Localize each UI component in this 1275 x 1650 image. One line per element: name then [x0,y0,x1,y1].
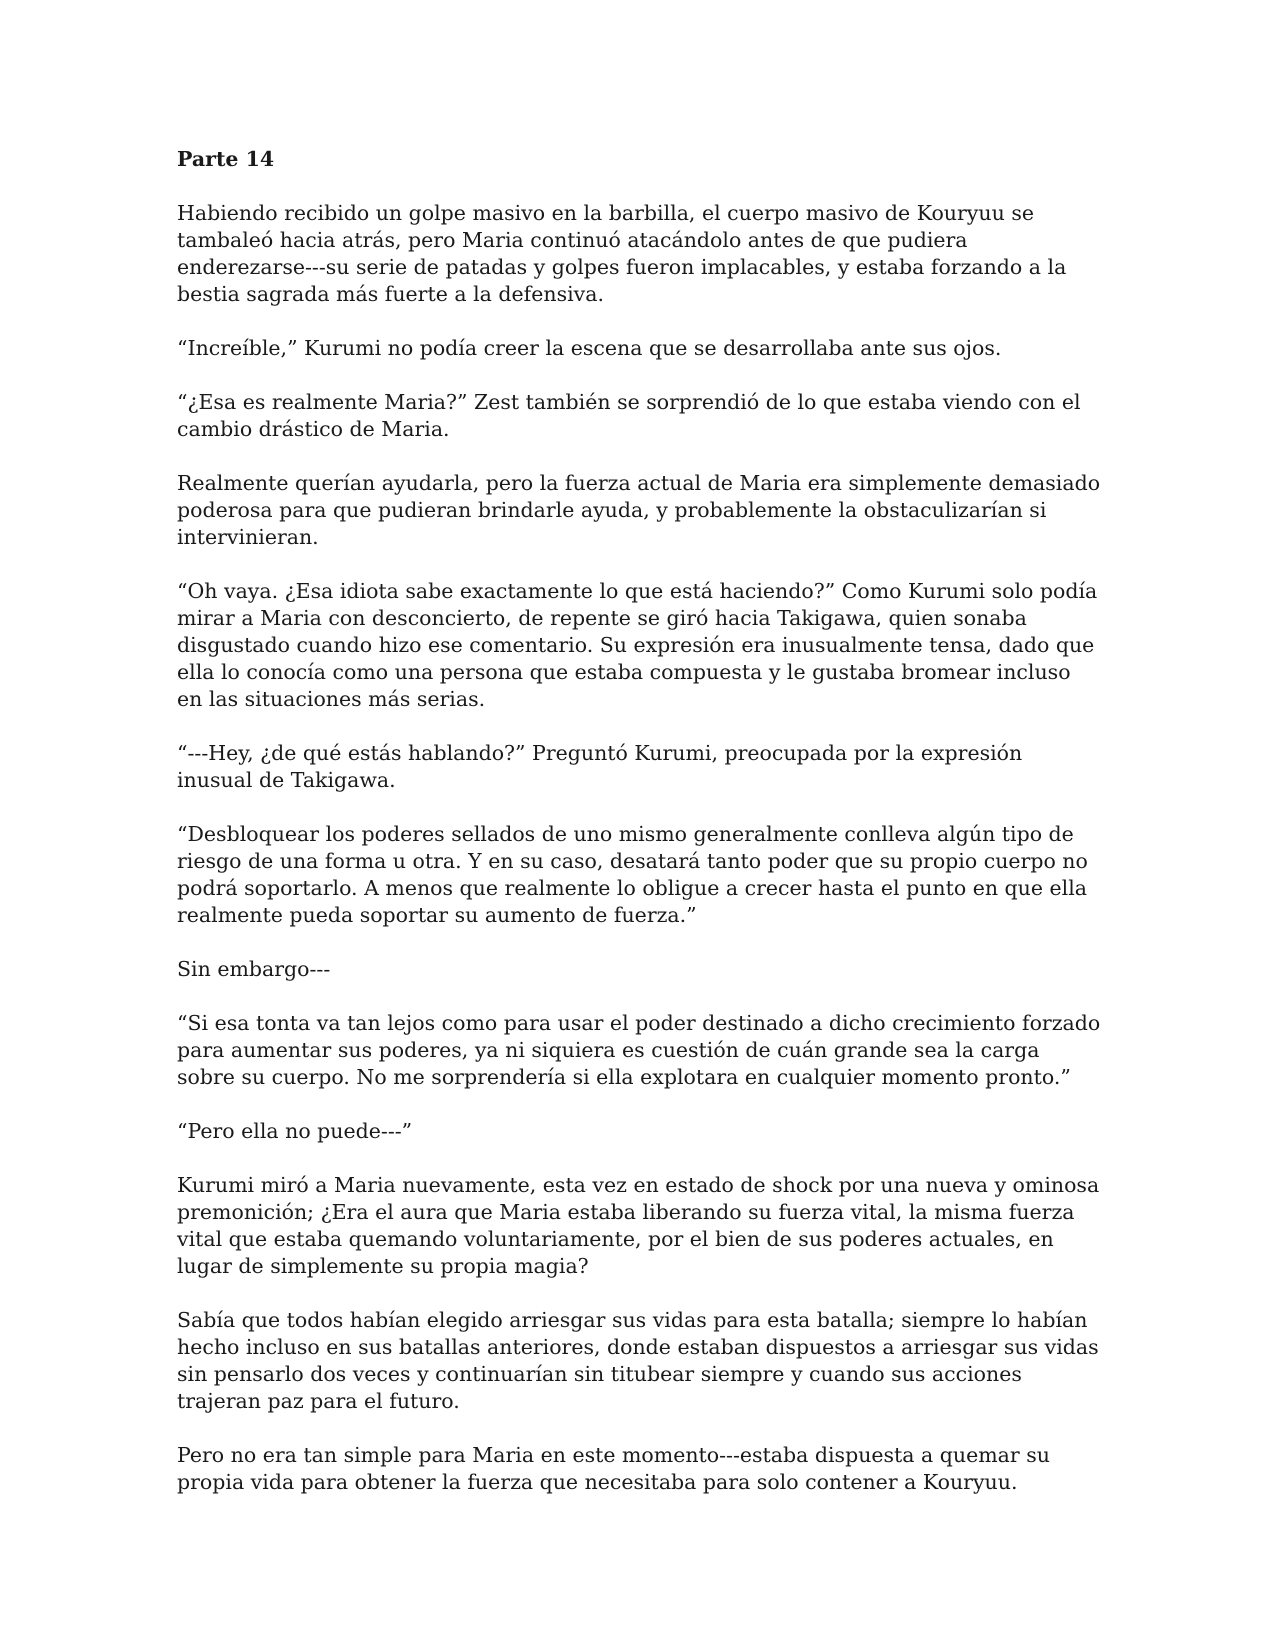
paragraph: “Oh vaya. ¿Esa idiota sabe exactamente lo que está haciendo?” Como Kurumi solo podía mirar a Maria con desconcierto, de repente se giró hacia Takigawa, quien sonaba disgustado cuando hizo ese comentario. Su expresión era inusualmente tensa, dado que ella lo conocía como una persona que estaba compuesta y le gustaba bromear incluso en las situaciones más serias. [177,579,1098,711]
paragraph: Habiendo recibido un golpe masivo en la barbilla, el cuerpo masivo de Kouryuu se tambaleó hacia atrás, pero Maria continuó atacándolo antes de que pudiera enderezarse---su serie de patadas y golpes fueron implacables, y estaba forzando a la bestia sagrada más fuerte a la defensiva. [177,201,1067,306]
paragraph: “¿Esa es realmente Maria?” Zest también se sorprendió de lo que estaba viendo con el cambio drástico de Maria. [177,390,1081,441]
paragraph: Realmente querían ayudarla, pero la fuerza actual de Maria era simplemente demasiado poderosa para que pudieran brindarle ayuda, y probablemente la obstaculizarían si intervinieran. [177,471,1101,549]
document-body [177,146,1102,1523]
paragraph: “---Hey, ¿de qué estás hablando?” Preguntó Kurumi, preocupada por la expresión inusual de Takigawa. [177,741,1023,792]
paragraph: “Pero ella no puede---” [177,1119,413,1143]
paragraph: “Increíble,” Kurumi no podía creer la escena que se desarrollaba ante sus ojos. [177,336,1002,360]
paragraph: “Desbloquear los poderes sellados de uno mismo generalmente conlleva algún tipo de riesgo de una forma u otra. Y en su caso, desatará tanto poder que su propio cuerpo no podrá soportarlo. A menos que realmente lo obligue a crecer hasta el punto en que ella realmente pueda soportar su aumento de fuerza.” [177,822,1088,927]
paragraph: Sin embargo--- [177,957,331,981]
paragraph: “Si esa tonta va tan lejos como para usar el poder destinado a dicho crecimiento forzado para aumentar sus poderes, ya ni siquiera es cuestión de cuán grande sea la carga sobre su cuerpo. No me sorprendería si ella explotara en cualquier momento pronto.” [177,1011,1101,1089]
paragraph: Pero no era tan simple para Maria en este momento---estaba dispuesta a quemar su propia vida para obtener la fuerza que necesitaba para solo contener a Kouryuu. [177,1443,1050,1494]
paragraph: Sabía que todos habían elegido arriesgar sus vidas para esta batalla; siempre lo habían hecho incluso en sus batallas anteriores, donde estaban dispuestos a arriesgar sus vidas sin pensarlo dos veces y continuarían sin titubear siempre y cuando sus acciones trajeran paz para el futuro. [177,1308,1099,1413]
section-heading: Parte 14 [177,147,275,171]
paragraph: Kurumi miró a Maria nuevamente, esta vez en estado de shock por una nueva y ominosa premonición; ¿Era el aura que Maria estaba liberando su fuerza vital, la misma fuerza vital que estaba quemando voluntariamente, por el bien de sus poderes actuales, en lugar de simplemente su propia magia? [177,1173,1100,1278]
